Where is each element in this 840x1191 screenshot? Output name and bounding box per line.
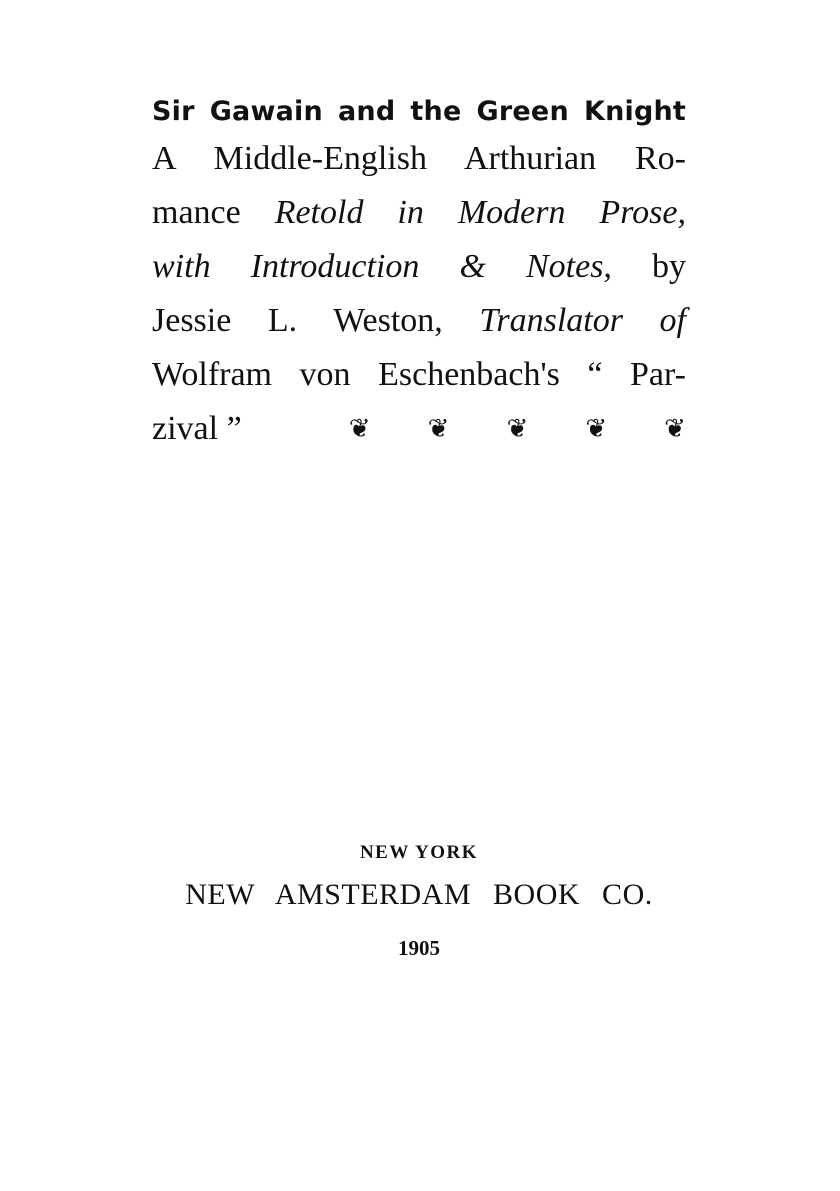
subtitle-italic: Translator of bbox=[479, 302, 686, 339]
subtitle-text: A Middle-English Arthurian Ro- bbox=[152, 140, 686, 177]
ornament-leaf-icon: ❦ bbox=[506, 414, 529, 444]
imprint-publisher: NEW AMSTERDAM BOOK CO. bbox=[185, 878, 653, 911]
subtitle-line-2 bbox=[152, 186, 686, 240]
ornament-leaf-icon: ❦ bbox=[427, 414, 450, 444]
subtitle-line-3 bbox=[152, 240, 686, 294]
ornament-leaf-icon: ❦ bbox=[348, 414, 371, 444]
imprint-place: NEW YORK bbox=[359, 842, 479, 863]
subtitle-line-1 bbox=[152, 132, 686, 186]
subtitle-line-4 bbox=[152, 294, 686, 348]
title-block bbox=[152, 92, 686, 456]
subtitle-text: Wolfram von Eschenbach's “ Par- bbox=[152, 356, 686, 393]
ornament-leaf-icon: ❦ bbox=[664, 414, 686, 444]
ampersand: & bbox=[459, 248, 486, 285]
subtitle-text: by bbox=[652, 248, 687, 285]
subtitle-text: zival ” bbox=[152, 410, 242, 447]
subtitle-italic: Notes, bbox=[525, 248, 612, 285]
subtitle-italic: Retold in Modern Prose, bbox=[274, 194, 686, 231]
subtitle-italic: with Introduction bbox=[152, 248, 420, 285]
ornament-leaf-icon: ❦ bbox=[585, 414, 608, 444]
subtitle-text: mance bbox=[152, 194, 241, 231]
imprint-year: 1905 bbox=[398, 936, 440, 960]
book-title: Sir Gawain and the Green Knight bbox=[152, 96, 686, 127]
subtitle-line-6 bbox=[152, 402, 686, 456]
subtitle-line-5 bbox=[152, 348, 686, 402]
author-name: Jessie L. Weston, bbox=[152, 302, 443, 339]
